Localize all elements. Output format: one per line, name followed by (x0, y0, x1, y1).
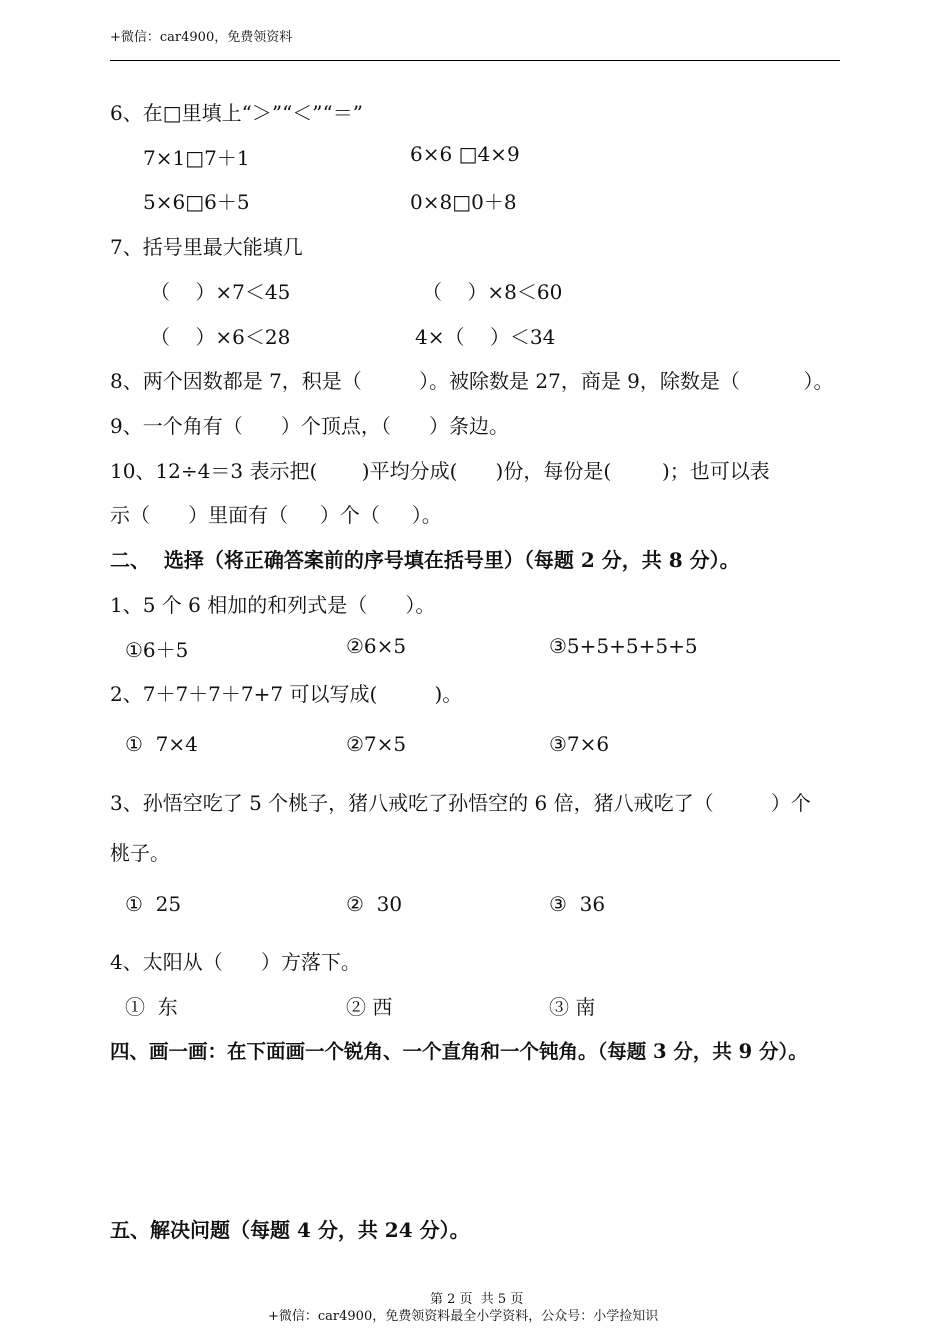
q7-item-1: （ ）×7＜45 (150, 280, 291, 304)
q6-item-4: 0×8□0＋8 (410, 190, 517, 214)
q9-text: 9、一个角有（ ）个顶点，（ ）条边。 (110, 414, 510, 438)
s2-q4-option-2: ② 西 (346, 995, 393, 1019)
q10-line-2: 示（ ）里面有（ ）个（ ）。 (110, 503, 442, 527)
footer-page-number: 第 2 页 共 5 页 (430, 1292, 524, 1307)
section4-title: 四、画一画：在下面画一个锐角、一个直角和一个钝角。（每题 3 分，共 9 分）。 (110, 1040, 808, 1063)
s2-q1-option-2: ②6×5 (346, 634, 407, 658)
s2-q3-line-1: 3、孙悟空吃了 5 个桃子，猪八戒吃了孙悟空的 6 倍，猪八戒吃了（ ）个 (110, 791, 811, 815)
q6-item-3: 5×6□6＋5 (143, 190, 250, 214)
s2-q3-option-3: ③ 36 (549, 892, 606, 916)
s2-q4-option-3: ③ 南 (549, 995, 596, 1019)
section2-title: 二、 选择（将正确答案前的序号填在括号里）（每题 2 分，共 8 分）。 (110, 548, 740, 572)
s2-q2-option-3: ③7×6 (549, 732, 610, 756)
s2-q4-text: 4、太阳从（ ）方落下。 (110, 950, 361, 974)
s2-q4-option-1: ① 东 (125, 995, 178, 1019)
q7-item-4: 4×（ ）＜34 (415, 325, 556, 349)
q6-item-2: 6×6 □4×9 (410, 142, 520, 166)
s2-q3-option-1: ① 25 (125, 892, 182, 916)
s2-q1-text: 1、5 个 6 相加的和列式是（ ）。 (110, 593, 436, 617)
section5-title: 五、解决问题（每题 4 分，共 24 分）。 (110, 1218, 470, 1242)
q6-item-1: 7×1□7＋1 (143, 146, 250, 170)
s2-q1-option-1: ①6＋5 (125, 638, 189, 662)
s2-q2-text: 2、7＋7＋7＋7+7 可以写成( )。 (110, 682, 463, 706)
header-rule (110, 60, 840, 61)
s2-q2-option-1: ① 7×4 (125, 732, 198, 756)
header-text: +微信：car4900，免费领资料 (110, 30, 293, 45)
s2-q3-option-2: ② 30 (346, 892, 403, 916)
q7-item-3: （ ）×6＜28 (150, 325, 291, 349)
q7-title: 7、括号里最大能填几 (110, 235, 303, 259)
s2-q3-line-2: 桃子。 (110, 841, 170, 865)
s2-q2-option-2: ②7×5 (346, 732, 407, 756)
q8-text: 8、两个因数都是 7，积是（ ）。被除数是 27，商是 9，除数是（ ）。 (110, 369, 834, 393)
q10-line-1: 10、12÷4＝3 表示把( )平均分成( )份，每份是( )；也可以表 (110, 459, 770, 483)
q6-title: 6、在□里填上“＞”“＜”“＝” (110, 101, 363, 125)
q7-item-2: （ ）×8＜60 (422, 280, 563, 304)
footer-text: +微信：car4900，免费领资料最全小学资料，公众号：小学捡知识 (268, 1309, 659, 1324)
s2-q1-option-3: ③5+5+5+5+5 (549, 634, 698, 658)
